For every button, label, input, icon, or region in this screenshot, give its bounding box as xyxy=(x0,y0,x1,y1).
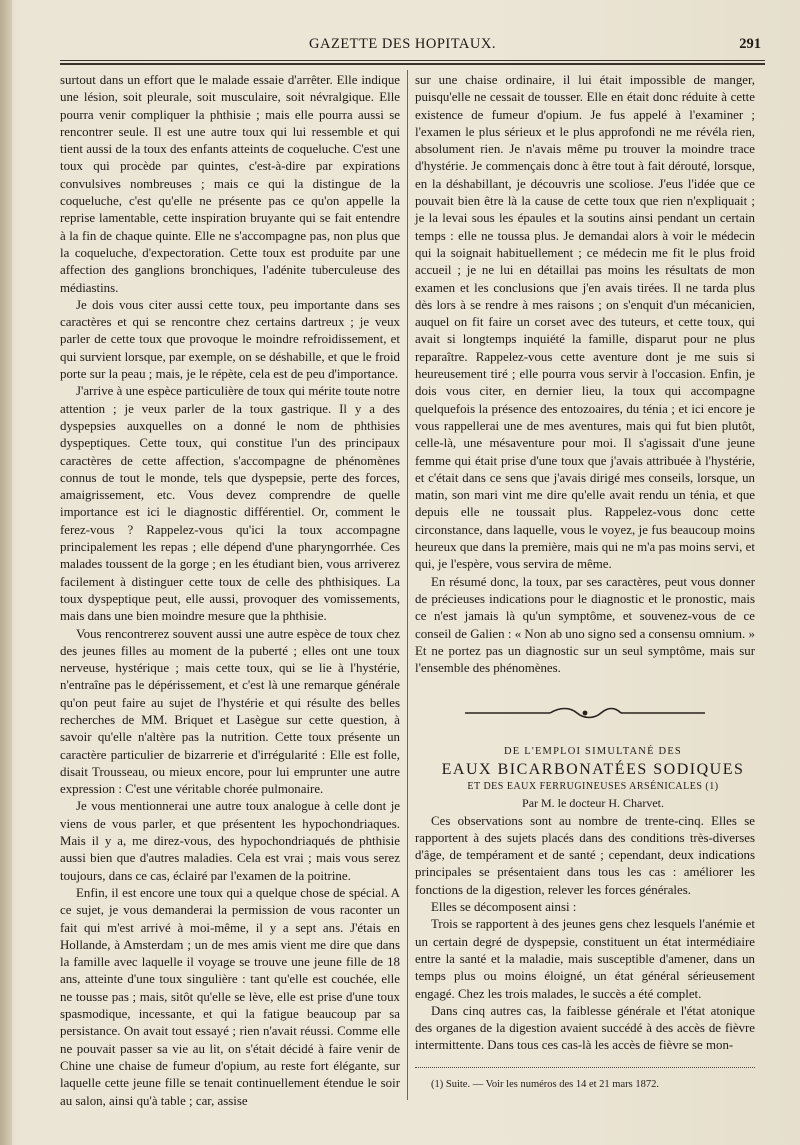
paragraph: Vous rencontrerez souvent aussi une autre espèce de toux chez des jeunes filles au moment de la puberté ; elles ont une toux nerveuse, hystérique ; mais cette toux, qui se lie à l'hystérie, n'entraîne pas le dépérissement, et c'est là une remarque générale qu'on peut faire au sujet de l'hystérie et qui résulte des belles recherches de MM. Briquet et Lasègue sur cette question, à savoir qu'elle n'altère pas la nutrition. Cette toux présente un caractère particulier de bizarrerie et d'irrégularité : Elle est folle, disait Trousseau, ou mieux encore, pour lui emprunter une autre expression : C'est une véritable chorée pulmonaire. xyxy=(60,626,400,797)
author-byline: Par M. le docteur H. Charvet. xyxy=(522,796,664,811)
paragraph: En résumé donc, la toux, par ses caractères, peut vous donner de précieuses indications pour le diagnostic et le pronostic, mais ce n'est jamais là qu'un symptôme, et souvenez-vous de ce conseil de Galien : « Non ab uno signo sed a consensu omnium. » Et ne portez pas un diagnostic sur un seul symptôme, mais sur l'ensemble des phénomènes. xyxy=(415,574,755,676)
journal-title: GAZETTE DES HOPITAUX. xyxy=(309,36,496,52)
paragraph: Elles se décomposent ainsi : xyxy=(431,900,577,915)
header-rule xyxy=(60,60,765,61)
paragraph: Dans cinq autres cas, la faiblesse générale et l'état atonique des organes de la digestion avaient succédé à des accès de fièvre intermittente. Dans tous ces cas-là les accès de fièvre se mon- xyxy=(415,1003,755,1053)
section-title: EAUX BICARBONATÉES SODIQUES xyxy=(441,760,745,778)
paragraph: Enfin, il est encore une toux qui a quelque chose de spécial. A ce sujet, je vous demanderai la permission de vous raconter un fait qui m'est arrivé à moi-même, il y a sept ans. J'étais en Hollande, à Amsterdam ; un de mes amis vient me dire que dans la famille avec laquelle il voyage se trouve une jeune fille de 18 ans, atteinte d'une toux singulière : tant qu'elle est couchée, elle ne tousse pas ; mais, sitôt qu'elle se lève, elle est prise d'une toux spasmodique, incessante, et qui la fatigue beaucoup par sa persistance. On avait tout essayé ; rien n'avait réussi. Comme elle ne pouvait passer sa vie au lit, on s'était décidé à faire venir de Chine une chaise de fumeur d'opium, au reste fort élégante, sur laquelle cette jeune fille se tenait continuellement étendue le soir au salon, ainsi qu'à table ; car, assise xyxy=(60,885,400,1108)
header-rule-thick xyxy=(60,63,765,65)
footnote: (1) Suite. — Voir les numéros des 14 et 21 mars 1872. xyxy=(431,1078,659,1090)
paragraph: J'arrive à une espèce particulière de toux qui mérite toute notre attention ; je veux parler de la toux gastrique. Il y a des dyspepsies auxquelles on a donné le nom de phthisies dyspeptiques. Cette toux, qui constitue l'un des principaux caractères de cette affection, s'accompagne de phénomènes connus de tout le monde, tels que dyspepsie, perte des forces, amaigrissement, etc. Vous devez comprendre de quelle importance est ici le diagnostic différentiel. Or, comment le ferez-vous ? Rappelez-vous qu'ici la toux accompagne principalement les repas ; elle dépend d'une pharyngorrhée. Ces malades toussent de la gorge ; en les étudiant bien, vous arriverez facilement à distinguer cette toux de celle des phthisiques. La toux dyspeptique peut, elle aussi, provoquer des vomissements, mais dans une bien moindre mesure que la phthisie. xyxy=(60,384,400,624)
paragraph: Trois se rapportent à des jeunes gens chez lesquels l'anémie et un certain degré de dyspepsie, constituent un état intermédiaire entre la santé et la maladie, mais susceptible d'amener, dans un temps plus ou moins éloigné, un état général sérieusement engagé. Chez les trois malades, le succès a été complet. xyxy=(415,917,755,1001)
page-number: 291 xyxy=(739,36,761,52)
column-divider xyxy=(407,70,408,1100)
paragraph: Ces observations sont au nombre de trente-cinq. Elles se rapportent à des sujets placés dans des conditions très-diverses d'âge, de tempérament et de santé ; cependant, deux indications principales se présentaient dans tous les cas : améliorer les fonctions de la digestion, relever les forces générales. xyxy=(415,813,755,897)
paragraph: Je vous mentionnerai une autre toux analogue à celle dont je viens de vous parler, et que présentent les hypochondriaques. Mais il y a, me direz-vous, des hypochondriaqués de phthisie aussi bien que d'autres maladies. Cela est vrai ; mais vous serez toujours, dans ce cas, éclairé par l'examen de la poitrine. xyxy=(60,799,400,883)
section-subtitle: ET DES EAUX FERRUGINEUSES ARSÉNICALES (1) xyxy=(467,780,719,792)
right-column xyxy=(415,72,755,1093)
binding-spine xyxy=(0,0,12,1145)
footnote-rule xyxy=(415,1067,755,1068)
ornament-divider xyxy=(465,707,705,719)
left-column xyxy=(60,72,400,1110)
paragraph: sur une chaise ordinaire, il lui était impossible de manger, puisqu'elle ne cessait de tousser. Elle en était donc réduite à cette existence de fumeur d'opium. Je fus appelé à l'examiner ; l'examen le plus sérieux et le plus approfondi ne me révéla rien, absolument rien. Je n'avais même pu trouver la moindre trace d'hystérie. Je commençais donc à être tout à fait dérouté, lorsque, en la déshabillant, je découvris une scoliose. J'eus l'idée que ce pouvait bien être là la cause de cette toux que rien n'expliquait ; je la levai sous les épaules et la soutins ainsi pendant un certain temps : elle ne toussa plus. Je demandai alors à voir le médecin qui la soignait habituellement ; ce médecin me fit le plus froid accueil ; je ne lui en détaillai pas moins les résultats de mon examen et les conclusions que j'en avais tirées. Il ne tarda plus dès lors à se rendre à mes raisons ; on s'enquit d'un mécanicien, auquel on fit faire un corset avec des tuteurs, et cette toux, qui avait si longtemps inquiété la famille, disparut pour ne plus reparaître. Rappelez-vous cette aventure dont je me suis si heureusement tiré ; elle pourra vous servir à l'occasion. Enfin, je dois vous citer, en dernier lieu, la toux qui accompagne quelquefois la présence des entozoaires, du ténia ; et ici encore je vous rappellerai une de mes aventures, mais qui fut bien plutôt, celle-là, une mésaventure pour moi. Il s'agissait d'une jeune femme qui était prise d'une toux que j'avais attribuée à l'hystérie, et c'était dans ce sens que j'avais dirigé mes conseils, lorsque, un matin, son mari vint me dire qu'elle avait rendu un ténia, et que depuis elle ne toussait plus. Rappelez-vous donc cette circonstance, dans laquelle, vous le voyez, je fus beaucoup moins heureux que dans la première, mais qui ne m'a pas moins servi, et qui, je l'espère, vous servira de même. xyxy=(415,73,755,572)
page-header xyxy=(30,36,775,58)
paragraph: Je dois vous citer aussi cette toux, peu importante dans ses caractères et qui se rencontre chez certains dartreux ; je veux parler de cette toux que provoque le moindre refroidissement, et qui survient lorsque, par exemple, on se déshabille, et que le froid porte sur la peau ; mais, je le répète, cela est de peu d'importance. xyxy=(60,297,400,382)
section-pre-title: DE L'EMPLOI SIMULTANÉ DES xyxy=(504,746,682,758)
paragraph: surtout dans un effort que le malade essaie d'arrêter. Elle indique une lésion, soit pleurale, soit musculaire, soit névralgique. Elle pourra venir compliquer la phthisie ; mais elle pourra aussi se rencontrer seule. Il est une autre toux qui lui ressemble et qui tient aussi de la toux des enfants atteints de coqueluche. C'est une toux qui procède par quintes, c'est-à-dire par expirations convulsives nombreuses ; mais ce qui la distingue de la coqueluche, c'est qu'elle ne présente pas ce qu'on appelle la reprise lamentable, cette inspiration bruyante qui se fait entendre à la fin de chaque quinte. Elle ne s'accompagne pas, non plus que la coqueluche, d'expectoration. Cette toux est produite par une affection des ganglions bronchiques, l'adénite tuberculeuse des médiastins. xyxy=(60,73,400,295)
